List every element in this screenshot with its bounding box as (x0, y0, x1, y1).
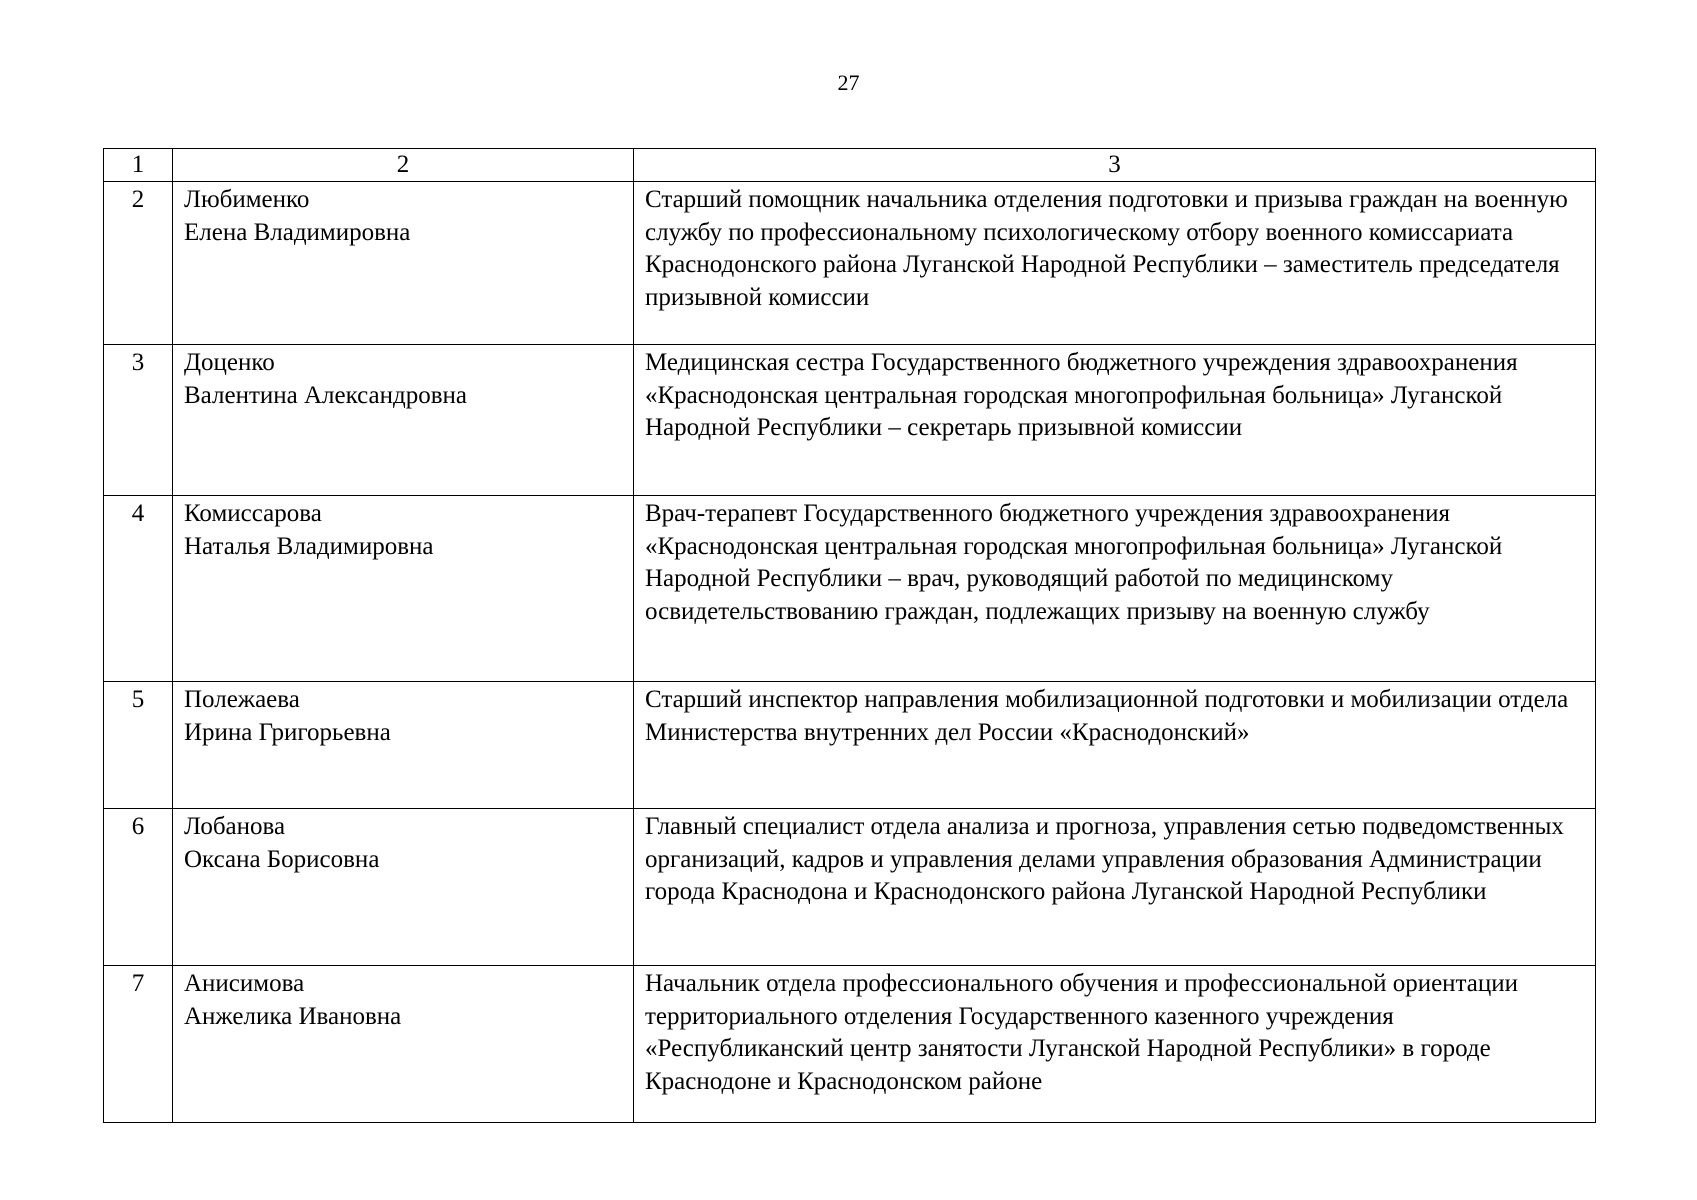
member-surname: Анисимова (184, 970, 305, 997)
member-given-names: Елена Владимировна (184, 218, 411, 246)
member-surname: Любименко (184, 186, 310, 213)
table-row (104, 682, 1596, 809)
member-position: Старший помощник начальника отделения подготовки и призыва граждан на военную службу по профессиональному психологическому отбору военного комиссариата Краснодонского района Луганской Народной Республики – заместитель председателя призывной комиссии (634, 182, 1596, 345)
member-name (173, 182, 634, 345)
table-row (104, 809, 1596, 966)
member-surname: Доценко (184, 349, 275, 376)
row-number: 6 (104, 809, 173, 966)
column-header-2: 2 (173, 149, 634, 182)
member-given-names: Оксана Борисовна (184, 845, 380, 873)
member-position: Медицинская сестра Государственного бюджетного учреждения здравоохранения «Краснодонская центральная городская многопрофильная больница» Луганской Народной Республики – секретарь призывной комиссии (634, 345, 1596, 496)
member-position: Врач-терапевт Государственного бюджетного учреждения здравоохранения «Краснодонская центральная городская многопрофильная больница» Луганской Народной Республики – врач, руководящий работой по медицинскому освидетельствованию граждан, подлежащих призыву на военную службу (634, 496, 1596, 682)
page-number: 27 (837, 70, 860, 95)
row-number: 3 (104, 345, 173, 496)
row-number: 2 (104, 182, 173, 345)
member-position: Старший инспектор направления мобилизационной подготовки и мобилизации отдела Министерства внутренних дел России «Краснодонский» (634, 682, 1596, 809)
row-number: 5 (104, 682, 173, 809)
table-row (104, 966, 1596, 1123)
member-name (173, 496, 634, 682)
table-row (104, 345, 1596, 496)
commission-members-table (103, 148, 1596, 1123)
table-row (104, 182, 1596, 345)
member-given-names: Ирина Григорьевна (184, 718, 391, 746)
member-position: Начальник отдела профессионального обучения и профессиональной ориентации территориального отделения Государственного казенного учреждения «Республиканский центр занятости Луганской Народной Республики» в городе Краснодоне и Краснодонском районе (634, 966, 1596, 1123)
table-header-row (104, 149, 1596, 182)
member-name (173, 345, 634, 496)
column-header-3: 3 (634, 149, 1596, 182)
table-row (104, 496, 1596, 682)
member-name (173, 809, 634, 966)
member-surname: Лобанова (184, 813, 286, 840)
member-surname: Полежаева (184, 686, 300, 713)
member-name (173, 682, 634, 809)
member-position: Главный специалист отдела анализа и прогноза, управления сетью подведомственных организаций, кадров и управления делами управления образования Администрации города Краснодона и Краснодонского района Луганской Народной Республики (634, 809, 1596, 966)
member-surname: Комиссарова (184, 500, 322, 527)
column-header-1: 1 (104, 149, 173, 182)
member-given-names: Валентина Александровна (184, 381, 467, 409)
row-number: 7 (104, 966, 173, 1123)
member-name (173, 966, 634, 1123)
member-given-names: Наталья Владимировна (184, 532, 434, 560)
member-given-names: Анжелика Ивановна (184, 1002, 402, 1030)
row-number: 4 (104, 496, 173, 682)
